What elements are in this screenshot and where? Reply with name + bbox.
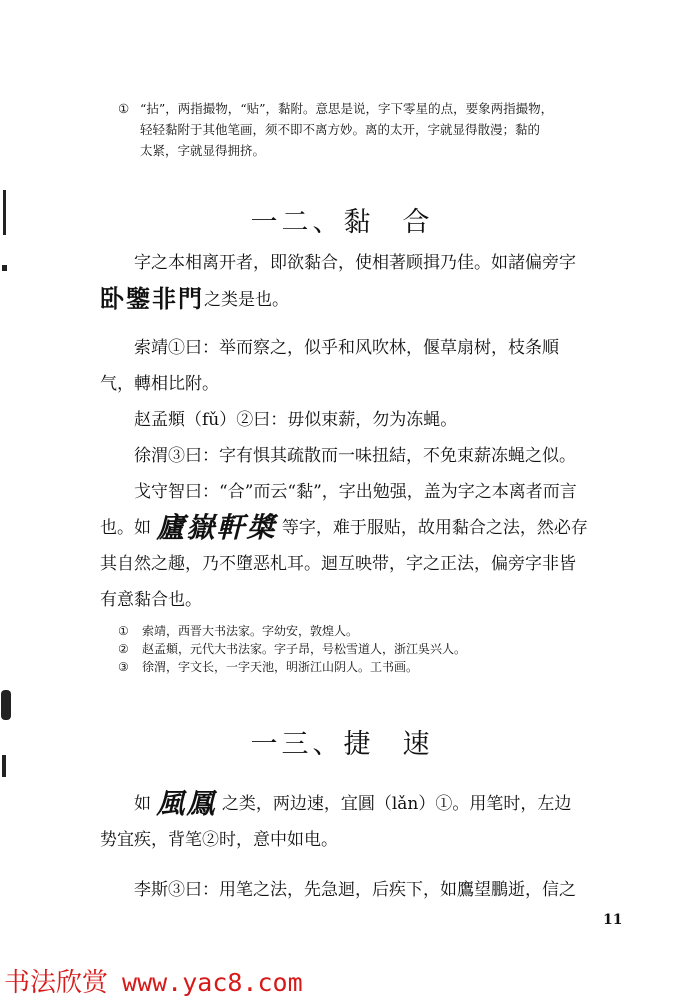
paragraph-line: 赵孟頫（fǔ）②曰：毋似束薪，勿为冻蝇。: [134, 410, 458, 430]
paragraph-text: 也。如: [100, 518, 151, 538]
section-title-char: 速: [402, 729, 434, 760]
footnote-line: 太紧，字就显得拥挤。: [140, 143, 266, 158]
section-number: 一三、: [250, 729, 344, 760]
section-title-char: 捷: [343, 729, 375, 760]
footnote-line: “拈”，两指撮物，“贴”，黏附。意思是说，字下零星的点，要象两指撮物，: [140, 101, 554, 116]
section-title-char: 合: [402, 207, 434, 238]
paragraph-line: 李斯③曰：用笔之法，先急迴，后疾下，如鷹望鵬逝，信之: [134, 880, 576, 900]
paragraph-line: 字之本相离开者，即欲黏合，使相著顾揖乃佳。如諸偏旁字: [134, 253, 576, 273]
note-item: [118, 622, 466, 640]
site-watermark: [4, 962, 303, 999]
paragraph-line: 其自然之趣，乃不墮恶札耳。迴互映带，字之正法，偏旁字非皆: [100, 554, 576, 574]
section-12-notes: [118, 622, 466, 676]
note-item: [118, 640, 466, 658]
top-footnote: [118, 98, 658, 161]
paragraph-text: 等字，难于服贴，故用黏合之法，然必存: [281, 518, 588, 538]
watermark-text: 书法欣赏: [4, 968, 109, 998]
section-title-13: [0, 722, 684, 761]
paragraph-line: 索靖①曰：举而察之，似乎和风吹林，偃草扇树，枝条順: [134, 338, 559, 358]
paragraph-line: 有意黏合也。: [100, 590, 202, 610]
note-item: [118, 658, 466, 676]
paragraph-text: 之类是也。: [204, 290, 289, 310]
watermark-url: www.yac8.com: [122, 968, 303, 997]
paragraph-line: [100, 786, 660, 822]
calligraphy-example: 卧鑒非門: [100, 284, 204, 313]
paragraph-line: 徐渭③曰：字有惧其疏散而一味扭結，不免束薪冻蝇之似。: [134, 446, 576, 466]
note-text: 索靖，西晋大书法家。字幼安，敦煌人。: [142, 624, 359, 638]
paragraph-text: 之类，两边速，宜圓឴（lǎn）①。用笔时，左边: [221, 794, 572, 814]
scan-margin-mark: [2, 265, 7, 271]
section-12-body: [100, 245, 660, 618]
note-number: ①: [118, 624, 129, 638]
section-13-body: [100, 786, 660, 908]
paragraph-line: 戈守智曰：“合”而云“黏”，字出勉强，盖为字之本离者而言: [134, 482, 577, 502]
calligraphy-example: 廬嶽軒槳: [156, 511, 277, 544]
page-number: 11: [603, 912, 623, 928]
paragraph-line: [100, 510, 660, 546]
note-number: ③: [118, 660, 129, 674]
note-text: 徐渭，字文长，一字天池，明浙江山阴人。工书画。: [142, 660, 419, 674]
paragraph-text: 如: [134, 794, 151, 814]
paragraph-line: [100, 281, 660, 318]
footnote-line: 轻轻黏附于其他笔画，须不即不离方妙。离的太开，字就显得散漫；黏的: [140, 122, 541, 137]
note-number: ②: [118, 642, 129, 656]
paragraph-line: 势宜疾，背笔②时，意中如电。: [100, 830, 338, 850]
calligraphy-example: 風鳳: [156, 787, 217, 820]
section-number: 一二、: [250, 207, 344, 238]
scan-margin-mark: [1, 690, 11, 720]
section-title-12: [0, 200, 684, 239]
section-title-char: 黏: [343, 207, 375, 238]
note-text: 赵孟頫，元代大书法家。字子昂，号松雪道人，浙江吳兴人。: [142, 642, 467, 656]
footnote-marker: ①: [118, 101, 130, 116]
paragraph-line: 气，轉相比附。: [100, 374, 219, 394]
